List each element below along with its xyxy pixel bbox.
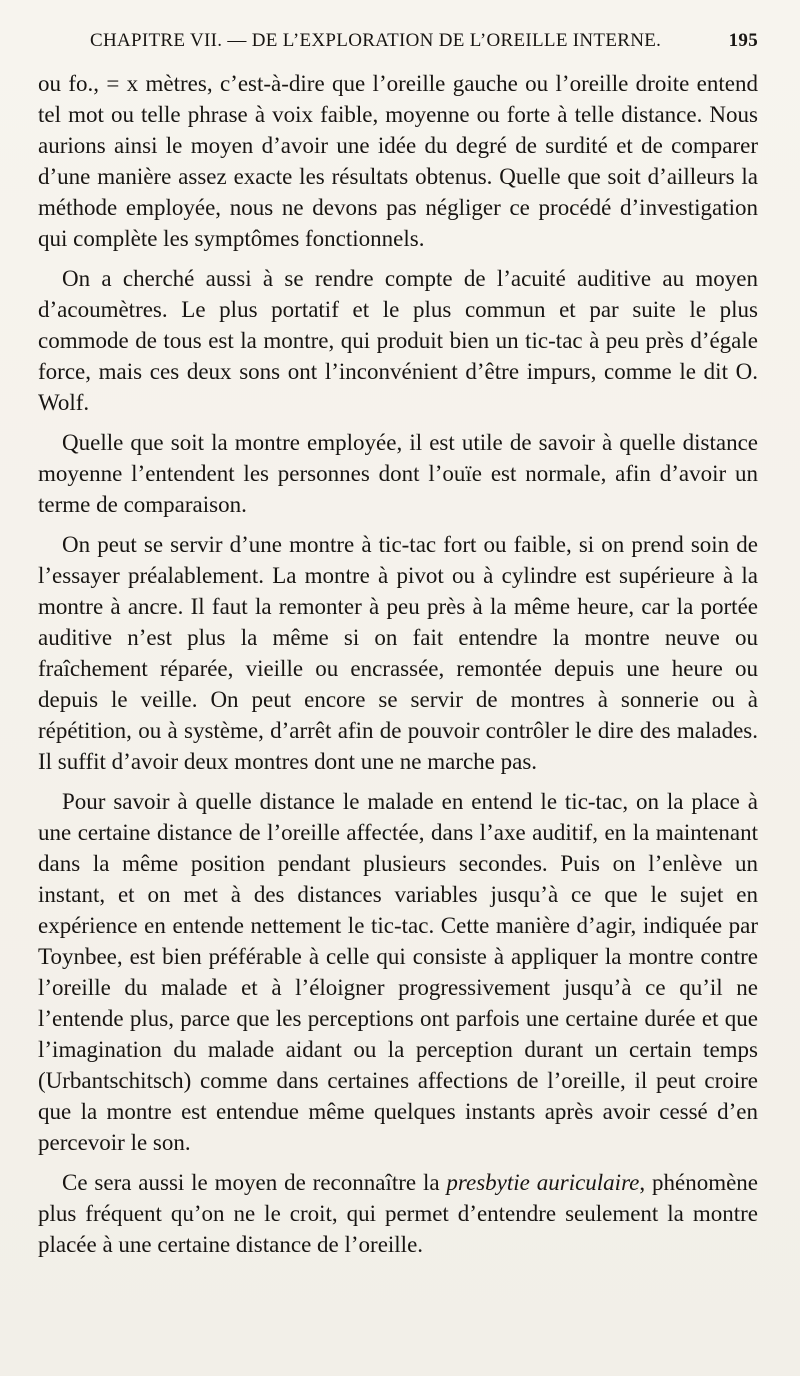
paragraph-presbytie — [38, 1167, 758, 1260]
presbytie-text-before: Ce sera aussi le moyen de reconnaître la — [62, 1170, 447, 1195]
chapter-title: CHAPITRE VII. — DE L’EXPLORATION DE L’OREILLE INTERNE. — [90, 30, 662, 51]
body-text — [38, 68, 758, 1269]
paragraph-acoumetres: On a cherché aussi à se rendre compte de l’acuité auditive au moyen d’acoumètres. Le plus portatif et le plus commun et par suite le plus commode de tous est la montre, qui produit bien un tic-tac à peu près d’égale force, mais ces deux sons ont l’inconvénient d’être impurs, comme le dit O. Wolf. — [38, 266, 758, 415]
running-head — [90, 30, 758, 58]
paragraph-continuation: ou fo., = x mètres, c’est-à-dire que l’oreille gauche ou l’oreille droite entend tel mot ou telle phrase à voix faible, moyenne ou forte à telle distance. Nous aurions ainsi le moyen d’avoir une idée du degré de surdité et de comparer d’une manière assez exacte les résultats obtenus. Quelle que soit d’ailleurs la méthode employée, nous ne devons pas négliger ce procédé d’investigation qui complète les symptômes fonctionnels. — [38, 71, 758, 251]
paragraph-montre-employee: Quelle que soit la montre employée, il est utile de savoir à quelle distance moyenne l’entendent les personnes dont l’ouïe est normale, afin d’avoir un terme de comparaison. — [38, 430, 758, 517]
presbytie-term: presbytie auriculaire — [446, 1170, 640, 1195]
paragraph-tic-tac: On peut se servir d’une montre à tic-tac fort ou faible, si on prend soin de l’essayer préalablement. La montre à pivot ou à cylindre est supérieure à la montre à ancre. Il faut la remonter à peu près à la même heure, car la portée auditive n’est plus la même si on fait entendre la montre neuve ou fraîchement réparée, vieille ou encrassée, remontée depuis une heure ou depuis le veille. On peut encore se servir de montres à sonnerie ou à répétition, ou à système, d’arrêt afin de pouvoir contrôler le dire des malades. Il suffit d’avoir deux montres dont une ne marche pas. — [38, 532, 758, 774]
paragraph-distance: Pour savoir à quelle distance le malade en entend le tic-tac, on la place à une certaine distance de l’oreille affectée, dans l’axe auditif, en la maintenant dans la même position pendant plusieurs secondes. Puis on l’enlève un instant, et on met à des distances variables jusqu’à ce que le sujet en expérience en entende nettement le tic-tac. Cette manière d’agir, indiquée par Toynbee, est bien préférable à celle qui consiste à appliquer la montre contre l’oreille du malade et à l’éloigner progressivement jusqu’à ce qu’il ne l’entende plus, parce que les perceptions ont parfois une certaine durée et que l’imagination du malade aidant ou la perception durant un certain temps (Urbantschitsch) comme dans certaines affections de l’oreille, il peut croire que la montre est entendue même quelques instants après avoir cessé d’en percevoir le son. — [38, 789, 758, 1155]
presbytie-text-after: , phénomène plus fréquent qu’on ne le croit, qui permet d’entendre seulement la montre placée à une certaine distance de l’oreille. — [38, 1170, 759, 1257]
page-number: 195 — [728, 30, 758, 51]
